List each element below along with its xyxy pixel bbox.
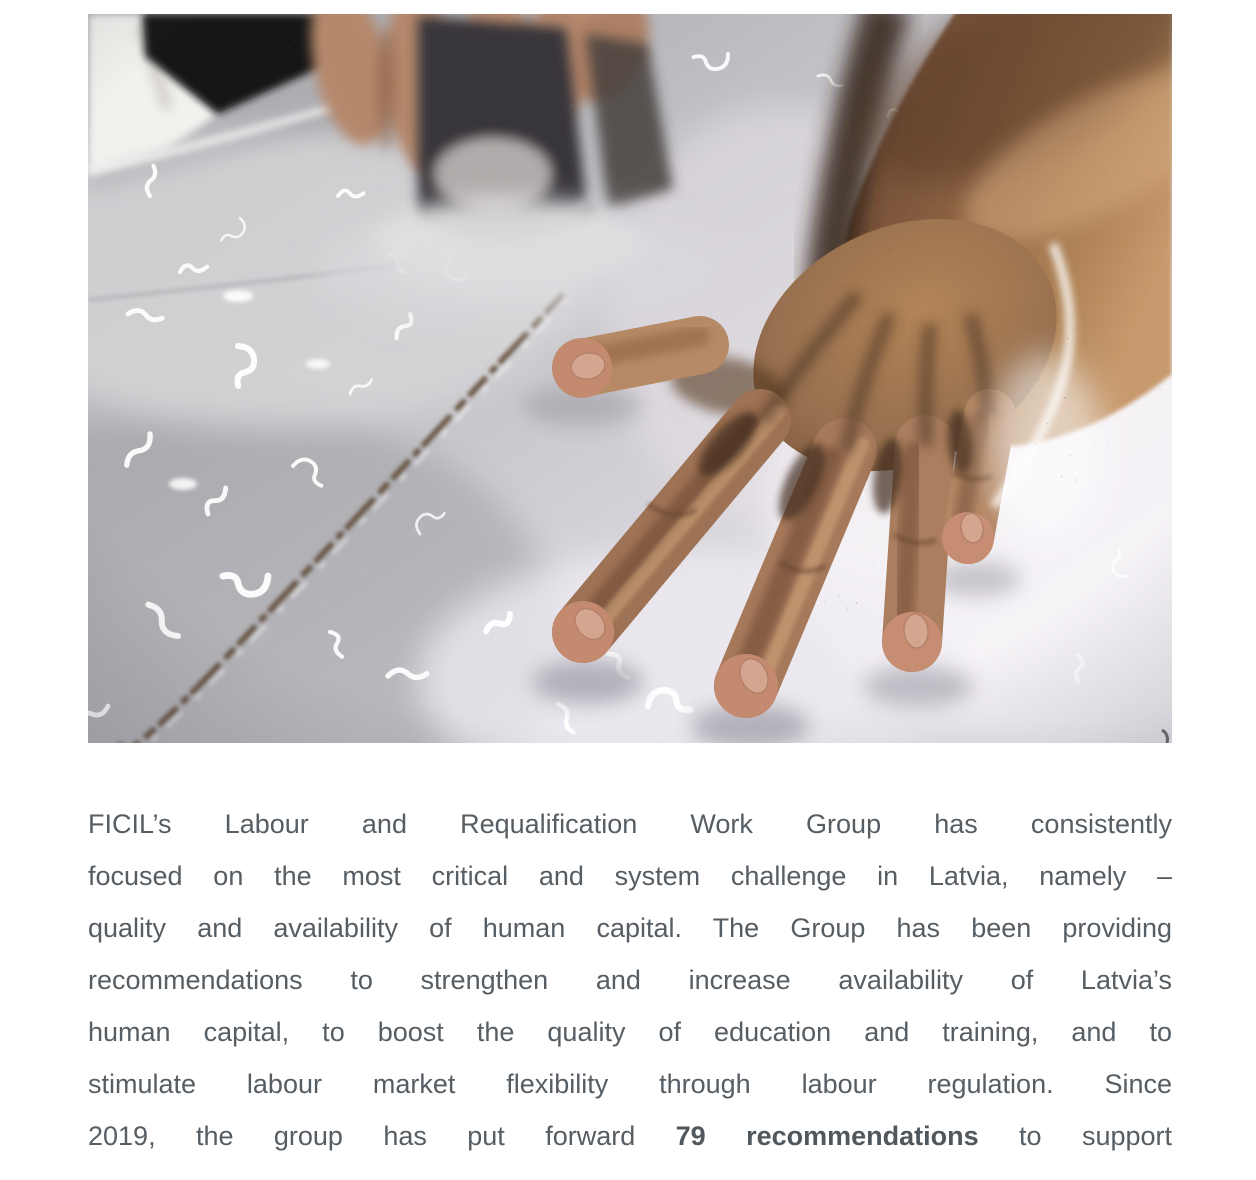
hero-image — [88, 14, 1172, 743]
article-page — [0, 14, 1256, 1180]
paragraph-line-2: focused on the most critical and system challenge in Latvia, namely – — [88, 861, 1172, 891]
last-line-end: to support — [1019, 1121, 1172, 1151]
paragraph-line-6: stimulate labour market flexibility through labour regulation. Since — [88, 1069, 1172, 1099]
article-paragraph — [88, 798, 1172, 1162]
paragraph-line-7 — [88, 1110, 1172, 1162]
paragraph-line-1: FICIL’s Labour and Requalification Work Group has consistently — [88, 809, 1172, 839]
paragraph-line-4: recommendations to strengthen and increase availability of Latvia’s — [88, 965, 1172, 995]
bold-stat-79-recommendations: 79 recommendations — [675, 1121, 979, 1151]
last-line-start: 2019, the group has put forward — [88, 1121, 636, 1151]
paragraph-line-5: human capital, to boost the quality of education and training, and to — [88, 1017, 1172, 1047]
paragraph-line-3: quality and availability of human capital. The Group has been providing — [88, 913, 1172, 943]
vignette — [88, 14, 1172, 743]
